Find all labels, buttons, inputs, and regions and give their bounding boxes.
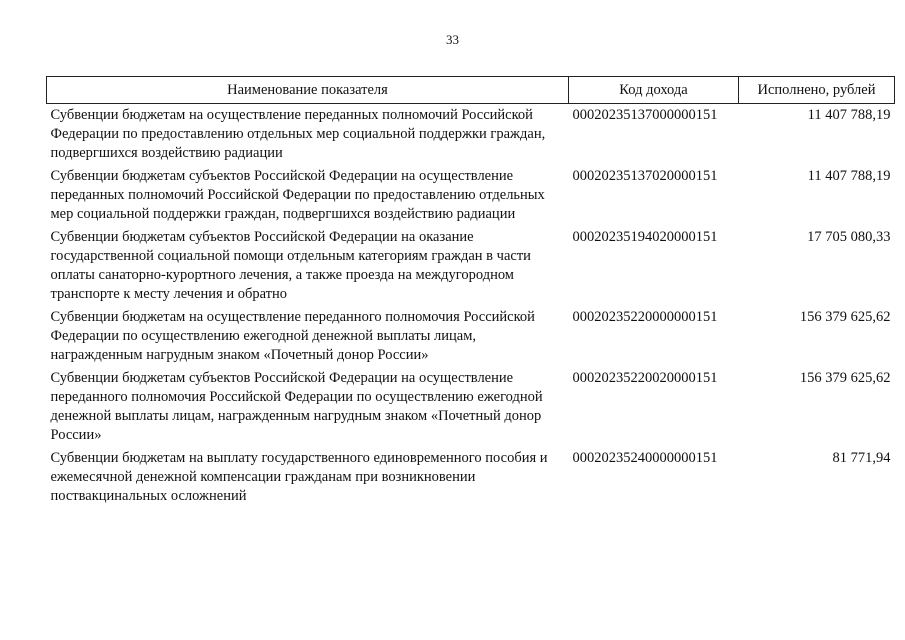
row-code: 00020235240000000151 [572, 450, 718, 466]
table-row [47, 308, 895, 369]
row-name: Субвенции бюджетам на осуществление переданного полномочия Российской Федерации по осуществлению ежегодной денежной выплаты лицам, награжденным нагрудным знаком «Почетный донор России» [50, 309, 535, 363]
header-code: Код дохода [569, 77, 739, 104]
table-row [47, 167, 895, 228]
page-number: 33 [446, 32, 459, 47]
row-name: Субвенции бюджетам субъектов Российской Федерации на оказание государственной социальной помощи отдельным категориям граждан в части оплаты санаторно-курортного лечения, а также проезда на междугородном транспорте к месту лечения и обратно [50, 229, 531, 302]
table-header-row [47, 77, 895, 104]
table-row [47, 104, 895, 168]
row-name: Субвенции бюджетам на осуществление переданных полномочий Российской Федерации по предоставлению отдельных мер социальной поддержки граждан, подвергшихся воздействию радиации [50, 107, 546, 161]
row-code: 00020235220020000151 [572, 370, 718, 386]
table-row [47, 369, 895, 449]
row-amount: 156 379 625,62 [799, 309, 891, 325]
row-code: 00020235194020000151 [572, 229, 718, 245]
table-row [47, 449, 895, 510]
header-amount: Исполнено, рублей [739, 77, 895, 104]
row-amount: 81 771,94 [832, 450, 891, 466]
budget-table [46, 76, 895, 510]
row-name: Субвенции бюджетам на выплату государственного единовременного пособия и ежемесячной денежной компенсации гражданам при возникновении поствакцинальных осложнений [50, 450, 548, 504]
row-code: 00020235137020000151 [572, 168, 718, 184]
row-amount: 17 705 080,33 [807, 229, 891, 245]
header-name: Наименование показателя [47, 77, 569, 104]
table-row [47, 228, 895, 308]
row-amount: 11 407 788,19 [807, 107, 891, 123]
row-code: 00020235137000000151 [572, 107, 718, 123]
row-name: Субвенции бюджетам субъектов Российской Федерации на осуществление переданных полномочий Российской Федерации по предоставлению отдельных мер социальной поддержки граждан, подвергшихся воздействию радиации [50, 168, 545, 222]
row-amount: 156 379 625,62 [799, 370, 891, 386]
row-name: Субвенции бюджетам субъектов Российской Федерации на осуществление переданного полномочия Российской Федерации по осуществлению ежегодной денежной выплаты лицам, награжденным нагрудным знаком «Почетный донор России» [50, 370, 543, 443]
row-amount: 11 407 788,19 [807, 168, 891, 184]
row-code: 00020235220000000151 [572, 309, 718, 325]
